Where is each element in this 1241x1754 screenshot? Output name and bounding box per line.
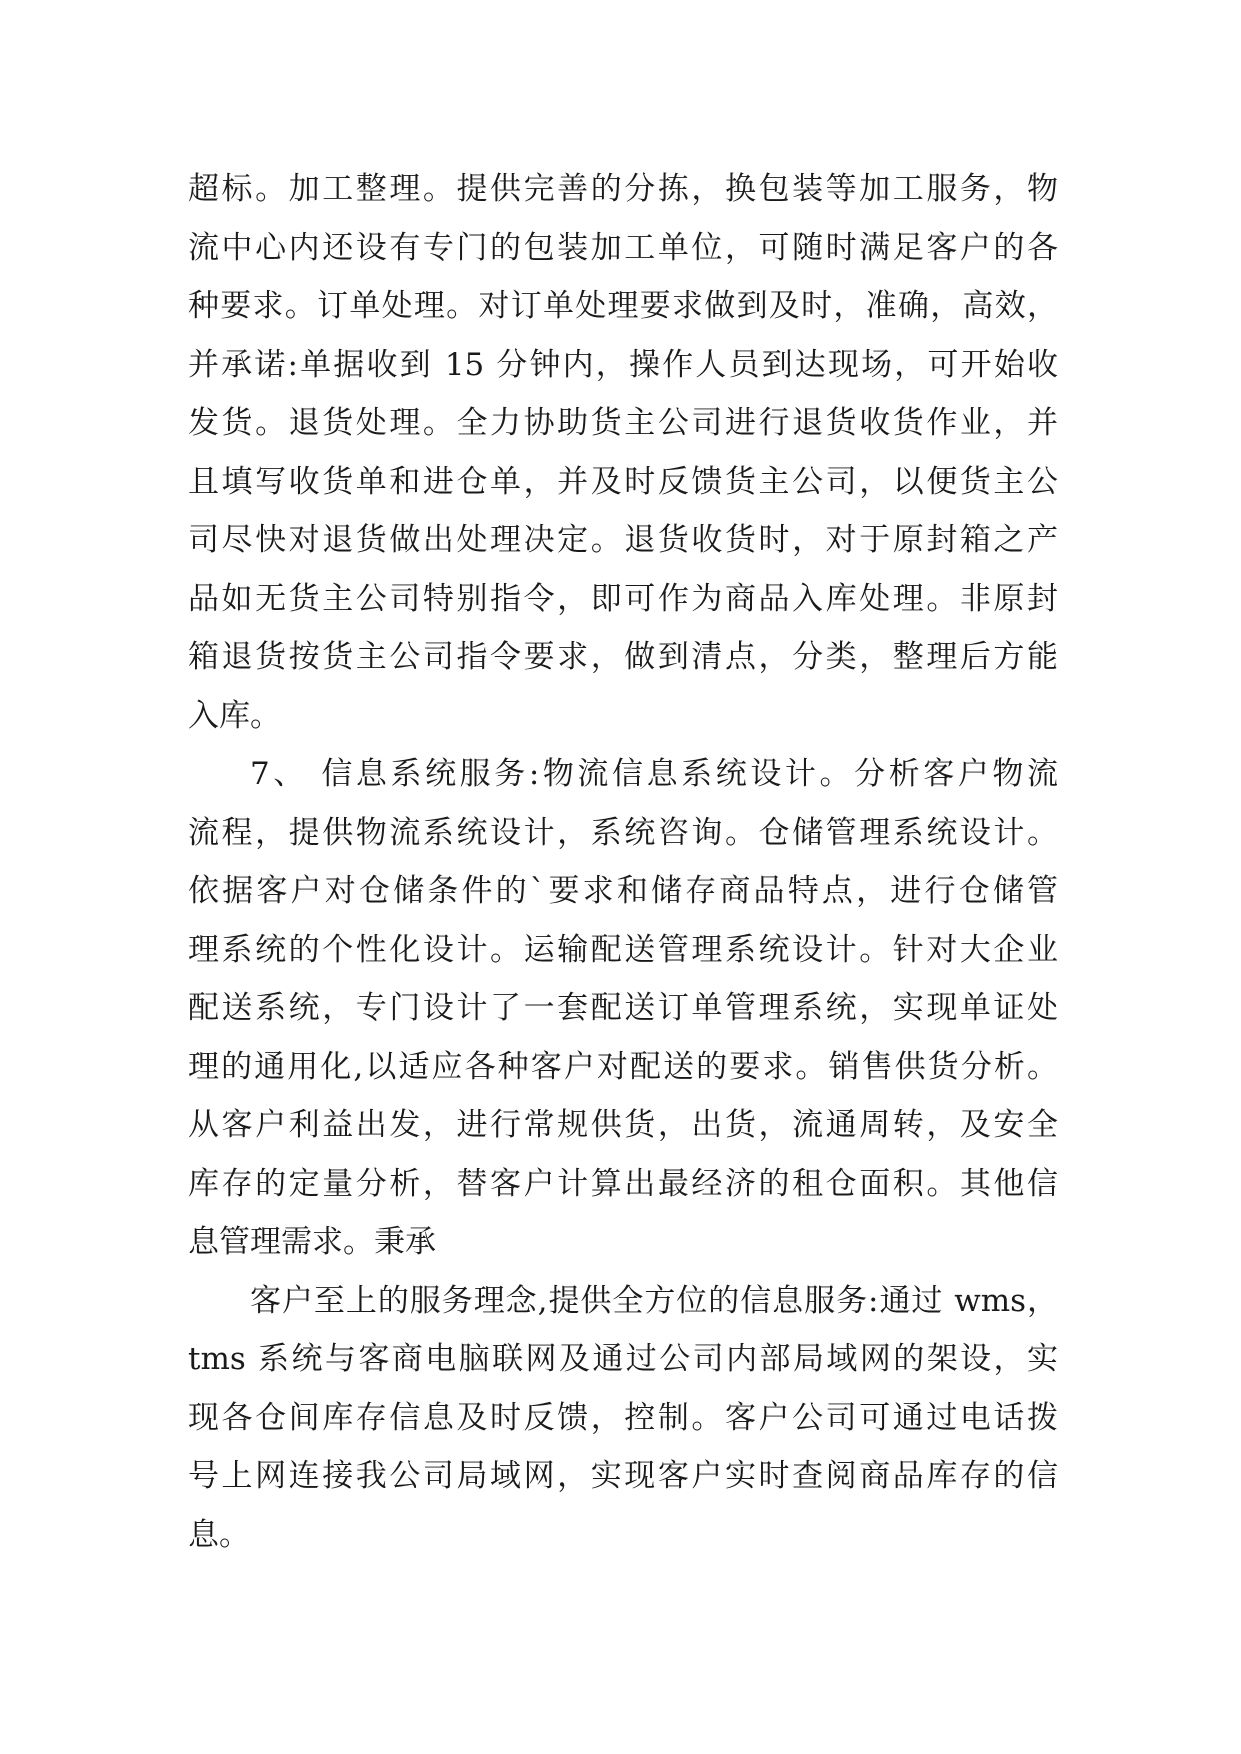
text-line: 从客户利益出发，进行常规供货，出货，流通周转，及安全 (188, 1107, 1058, 1143)
text-line: 息。 (188, 1516, 250, 1553)
text-line: 且填写收货单和进仓单，并及时反馈货主公司，以便货主公 (188, 463, 1058, 500)
text-line: 理的通用化,以适应各种客户对配送的要求。销售供货分析。 (188, 1048, 1058, 1085)
text-line: 超标。加工整理。提供完善的分拣，换包装等加工服务，物 (188, 171, 1058, 207)
paragraph-start-line: 客户至上的服务理念,提供全方位的信息服务:通过 wms， (250, 1282, 1058, 1319)
text-line: 箱退货按货主公司指令要求，做到清点，分类，整理后方能 (188, 639, 1058, 675)
section-heading-line: 7、 信息系统服务:物流信息系统设计。分析客户物流 (250, 756, 1058, 792)
text-line: 号上网连接我公司局域网，实现客户实时查阅商品库存的信 (188, 1458, 1058, 1494)
text-line: 司尽快对退货做出处理决定。退货收货时，对于原封箱之产 (188, 522, 1058, 558)
text-line: 理系统的个性化设计。运输配送管理系统设计。针对大企业 (188, 931, 1058, 968)
body-text (188, 160, 1058, 1564)
text-line: 入库。 (188, 697, 281, 734)
text-line: 发货。退货处理。全力协助货主公司进行退货收货作业，并 (188, 405, 1058, 441)
text-line: tms 系统与客商电脑联网及通过公司内部局域网的架设，实 (188, 1341, 1058, 1377)
text-line: 并承诺:单据收到 15 分钟内，操作人员到达现场，可开始收 (188, 346, 1058, 383)
text-line: 种要求。订单处理。对订单处理要求做到及时，准确，高效， (188, 288, 1058, 324)
text-line: 现各仓间库存信息及时反馈，控制。客户公司可通过电话拨 (188, 1399, 1058, 1436)
text-line: 依据客户对仓储条件的`要求和储存商品特点，进行仓储管 (188, 873, 1058, 909)
text-line: 息管理需求。秉承 (188, 1224, 436, 1260)
text-line: 库存的定量分析，替客户计算出最经济的租仓面积。其他信 (188, 1165, 1058, 1202)
text-line: 品如无货主公司特别指令，即可作为商品入库处理。非原封 (188, 580, 1058, 617)
text-line: 流中心内还设有专门的包装加工单位，可随时满足客户的各 (188, 229, 1058, 266)
text-line: 配送系统，专门设计了一套配送订单管理系统，实现单证处 (188, 990, 1058, 1026)
text-line: 流程，提供物流系统设计，系统咨询。仓储管理系统设计。 (188, 814, 1058, 851)
